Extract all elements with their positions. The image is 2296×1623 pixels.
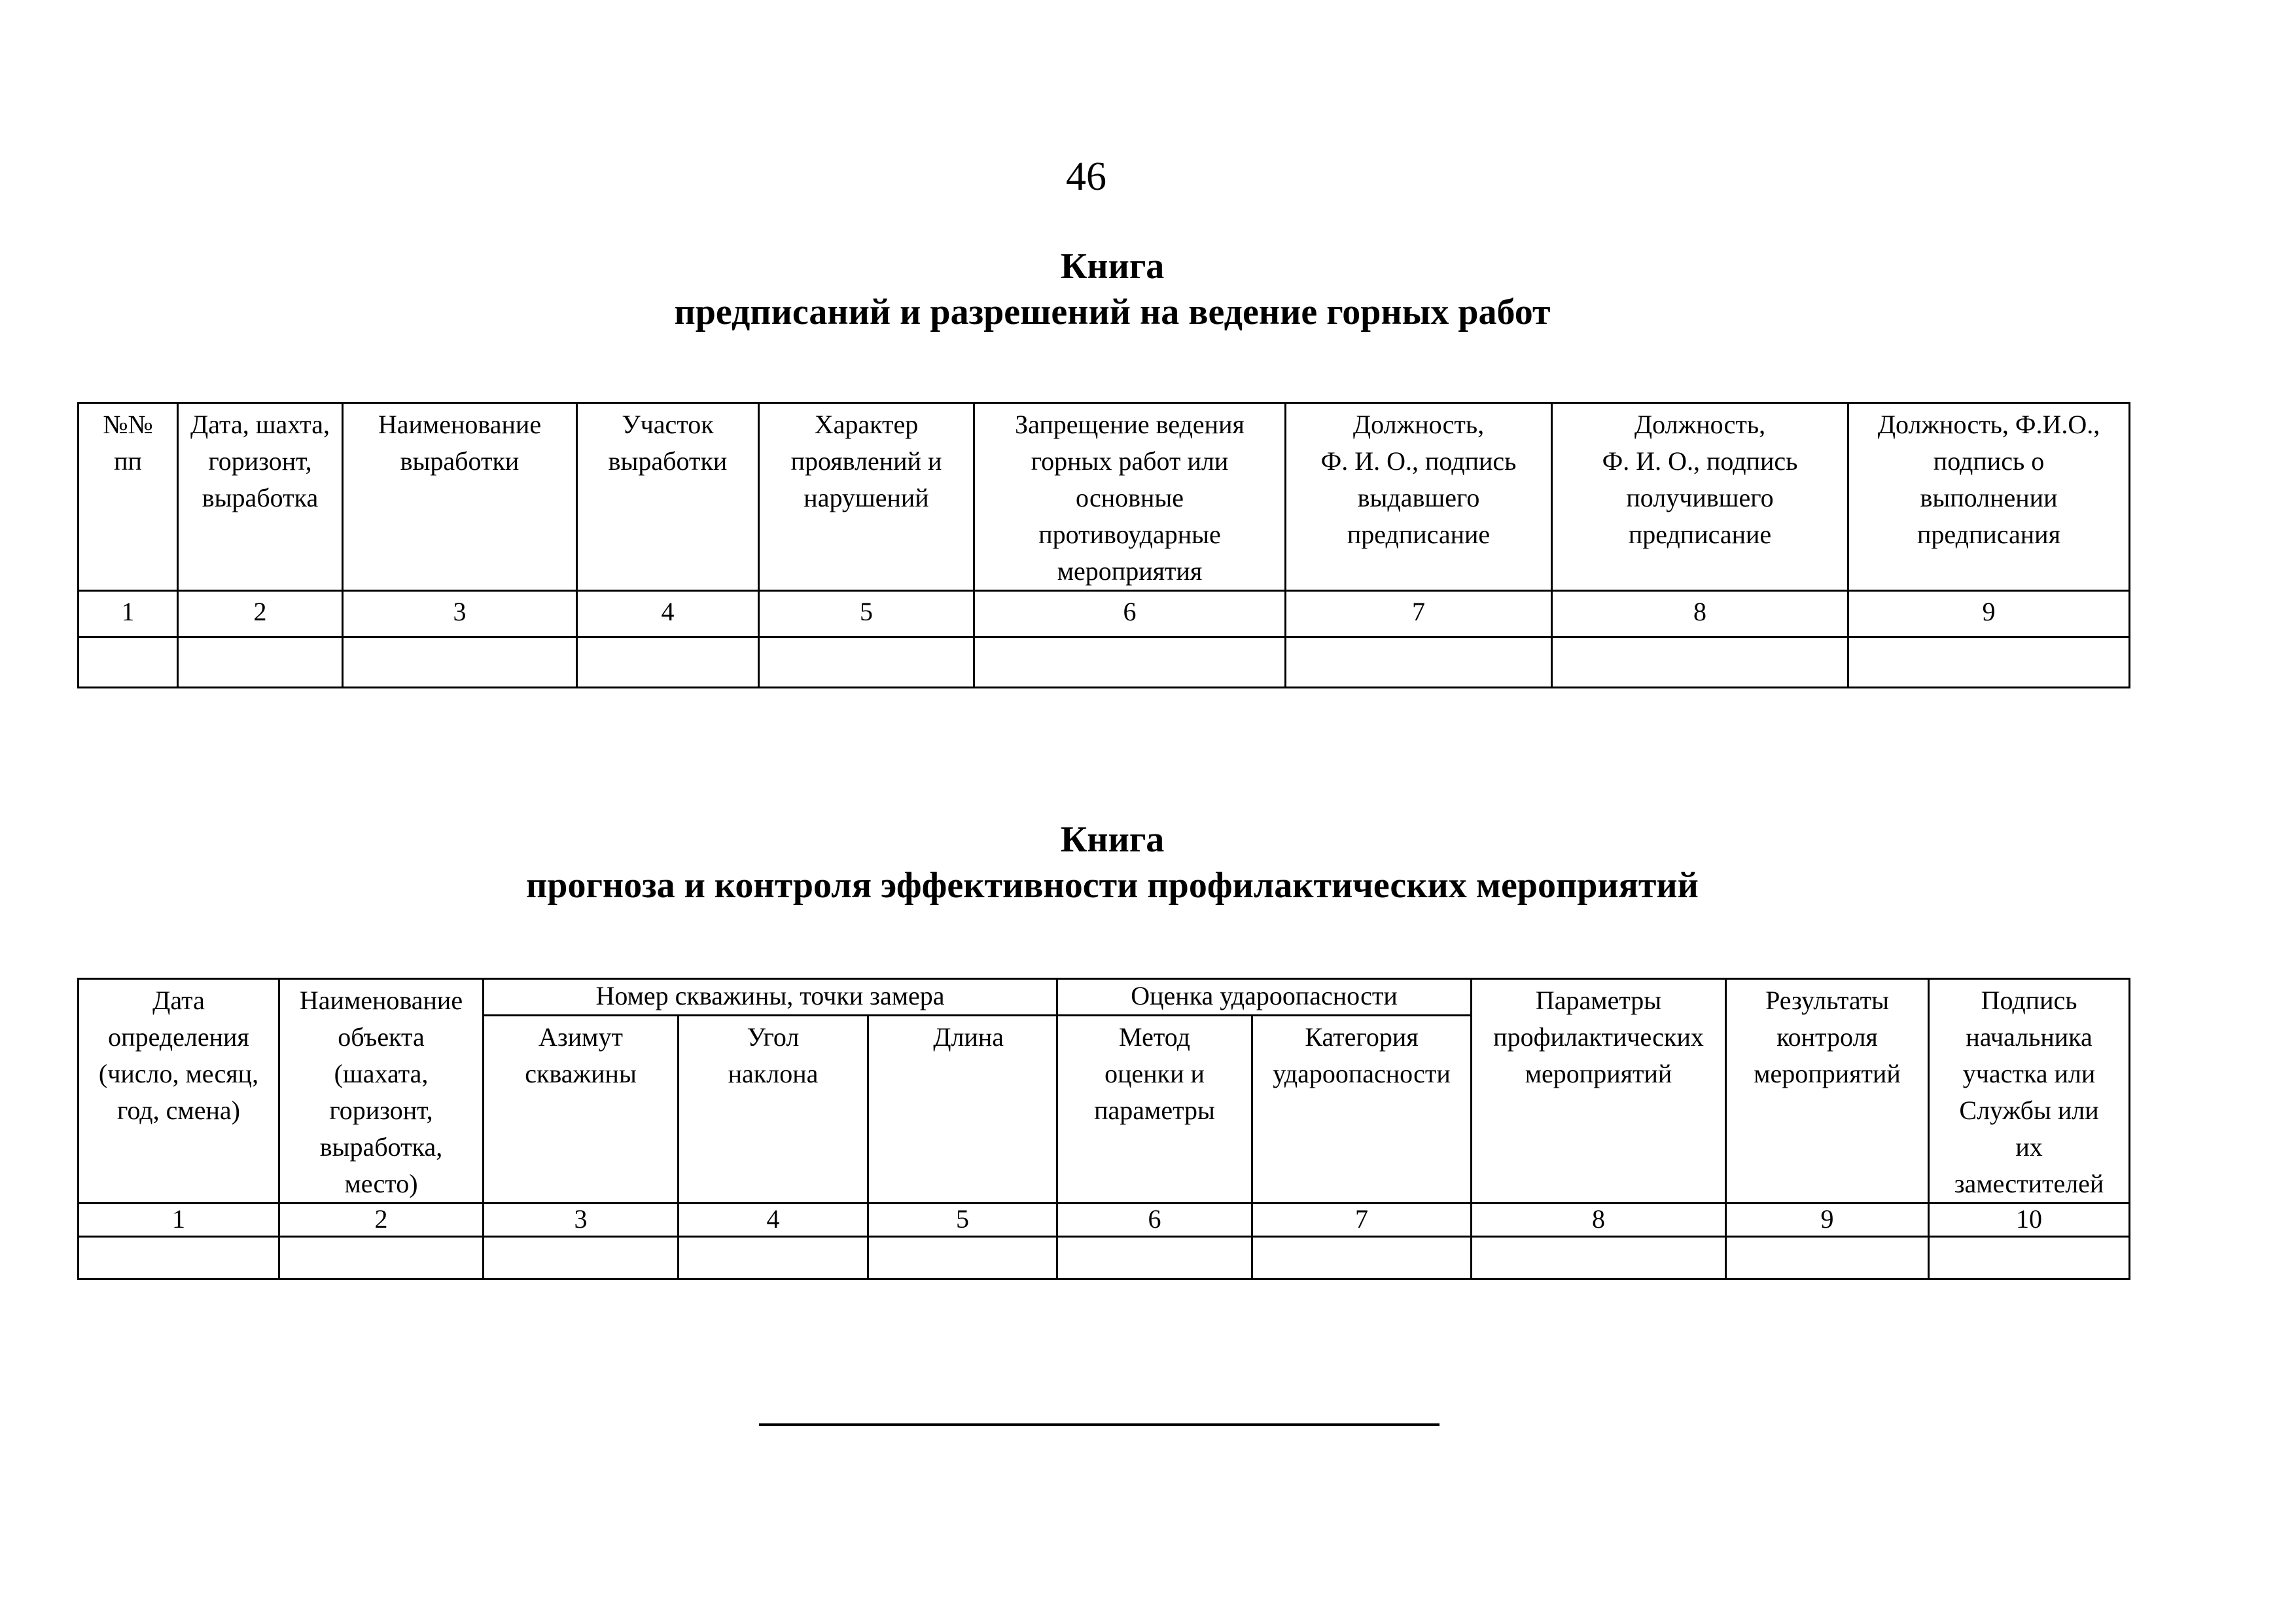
book1-column-number: 6 xyxy=(974,591,1286,637)
book2-header-text: Наименование объекта (шахата, горизонт, выработка, место) xyxy=(299,986,463,1198)
book2-header-cell xyxy=(79,979,279,1204)
book1-header-cell xyxy=(1286,403,1552,591)
book2-header-text: Результаты контроля мероприятий xyxy=(1754,986,1901,1088)
book2-subheader-text: Азимут скважины xyxy=(525,1022,637,1089)
book2-column-number: 9 xyxy=(1726,1204,1929,1237)
bottom-divider xyxy=(759,1423,1439,1426)
book1-title-line1: Книга xyxy=(1060,246,1165,287)
book1-column-number: 5 xyxy=(759,591,974,637)
book1-header-cell xyxy=(178,403,343,591)
book1-header-text: Должность, Ф. И. О., подпись получившего предписание xyxy=(1602,410,1798,549)
book1-number-row xyxy=(79,591,2130,637)
book2-table xyxy=(77,978,2130,1280)
book1-column-number: 1 xyxy=(79,591,178,637)
book1-header-text: Запрещение ведения горных работ или основные противоударные мероприятия xyxy=(1015,410,1245,586)
book1-title xyxy=(131,243,2094,335)
book1-header-cell xyxy=(577,403,759,591)
book1-empty-cell[interactable] xyxy=(343,637,577,688)
book2-header-text: Дата определения (число, месяц, год, смена) xyxy=(98,986,259,1125)
book2-title xyxy=(131,817,2094,908)
book2-empty-cell[interactable] xyxy=(868,1237,1057,1279)
book1-header-text: Должность, Ф. И. О., подпись выдавшего предписание xyxy=(1320,410,1517,549)
book2-title-line2: прогноза и контроля эффективности профилактических мероприятий xyxy=(526,865,1699,906)
book2-subheader-cell xyxy=(1057,1016,1252,1204)
book2-empty-cell[interactable] xyxy=(1472,1237,1726,1279)
book2-empty-cell[interactable] xyxy=(1726,1237,1929,1279)
book1-empty-cell[interactable] xyxy=(577,637,759,688)
book2-header-text: Параметры профилактических мероприятий xyxy=(1493,986,1704,1088)
book2-column-number: 10 xyxy=(1929,1204,2130,1237)
book2-column-number: 6 xyxy=(1057,1204,1252,1237)
book1-title-line2: предписаний и разрешений на ведение горных работ xyxy=(674,292,1551,332)
book1-empty-cell[interactable] xyxy=(759,637,974,688)
book1-column-number: 2 xyxy=(178,591,343,637)
book2-group-header: Номер скважины, точки замера xyxy=(484,979,1057,1016)
book2-column-number: 1 xyxy=(79,1204,279,1237)
book2-header-cell xyxy=(279,979,484,1204)
book2-empty-cell[interactable] xyxy=(79,1237,279,1279)
book1-header-text: №№ пп xyxy=(103,410,153,476)
book1-header-text: Должность, Ф.И.О., подпись о выполнении предписания xyxy=(1877,410,2100,549)
book1-header-cell xyxy=(79,403,178,591)
book2-header-cell xyxy=(1472,979,1726,1204)
book1-blank-row xyxy=(79,637,2130,688)
book1-header-row xyxy=(79,403,2130,591)
book2-column-number: 3 xyxy=(484,1204,679,1237)
book1-empty-cell[interactable] xyxy=(1848,637,2130,688)
book2-empty-cell[interactable] xyxy=(279,1237,484,1279)
book2-subheader-text: Длина xyxy=(933,1022,1004,1052)
book1-column-number: 3 xyxy=(343,591,577,637)
book2-subheader-cell xyxy=(1252,1016,1472,1204)
book1-header-text: Наименование выработки xyxy=(378,410,542,476)
book2-empty-cell[interactable] xyxy=(679,1237,868,1279)
book1-empty-cell[interactable] xyxy=(79,637,178,688)
book1-column-number: 4 xyxy=(577,591,759,637)
book2-subheader-cell xyxy=(679,1016,868,1204)
book2-header-text: Подпись начальника участка или Службы или их заместителей xyxy=(1954,986,2104,1198)
book1-header-text: Характер проявлений и нарушений xyxy=(790,410,942,512)
book2-empty-cell[interactable] xyxy=(1057,1237,1252,1279)
book2-title-line1: Книга xyxy=(1060,819,1165,860)
book2-empty-cell[interactable] xyxy=(1929,1237,2130,1279)
book1-empty-cell[interactable] xyxy=(178,637,343,688)
book1-header-cell xyxy=(343,403,577,591)
book1-empty-cell[interactable] xyxy=(974,637,1286,688)
book2-column-number: 5 xyxy=(868,1204,1057,1237)
book1-header-text: Дата, шахта, горизонт, выработка xyxy=(190,410,330,512)
book2-header-cell xyxy=(1726,979,1929,1204)
book1-column-number: 9 xyxy=(1848,591,2130,637)
book2-column-number: 7 xyxy=(1252,1204,1472,1237)
book1-header-cell xyxy=(974,403,1286,591)
book1-empty-cell[interactable] xyxy=(1286,637,1552,688)
book2-header-cell xyxy=(1929,979,2130,1204)
book2-subheader-text: Угол наклона xyxy=(728,1022,819,1089)
book1-header-cell xyxy=(759,403,974,591)
book2-subheader-cell xyxy=(868,1016,1057,1204)
book2-empty-cell[interactable] xyxy=(1252,1237,1472,1279)
book1-column-number: 7 xyxy=(1286,591,1552,637)
book1-table xyxy=(77,402,2130,688)
book1-header-cell xyxy=(1552,403,1848,591)
book2-header-row xyxy=(79,979,2130,1016)
book2-column-number: 4 xyxy=(679,1204,868,1237)
book1-header-text: Участок выработки xyxy=(608,410,728,476)
book2-subheader-text: Метод оценки и параметры xyxy=(1094,1022,1215,1126)
book2-group-header: Оценка удароопасности xyxy=(1057,979,1472,1016)
book2-blank-row xyxy=(79,1237,2130,1279)
book2-column-number: 8 xyxy=(1472,1204,1726,1237)
book1-column-number: 8 xyxy=(1552,591,1848,637)
book1-empty-cell[interactable] xyxy=(1552,637,1848,688)
book2-empty-cell[interactable] xyxy=(484,1237,679,1279)
book2-number-row xyxy=(79,1204,2130,1237)
book2-subheader-cell xyxy=(484,1016,679,1204)
page-number: 46 xyxy=(1066,154,1106,199)
book1-header-cell xyxy=(1848,403,2130,591)
book2-column-number: 2 xyxy=(279,1204,484,1237)
book2-subheader-text: Категория удароопасности xyxy=(1273,1022,1451,1089)
